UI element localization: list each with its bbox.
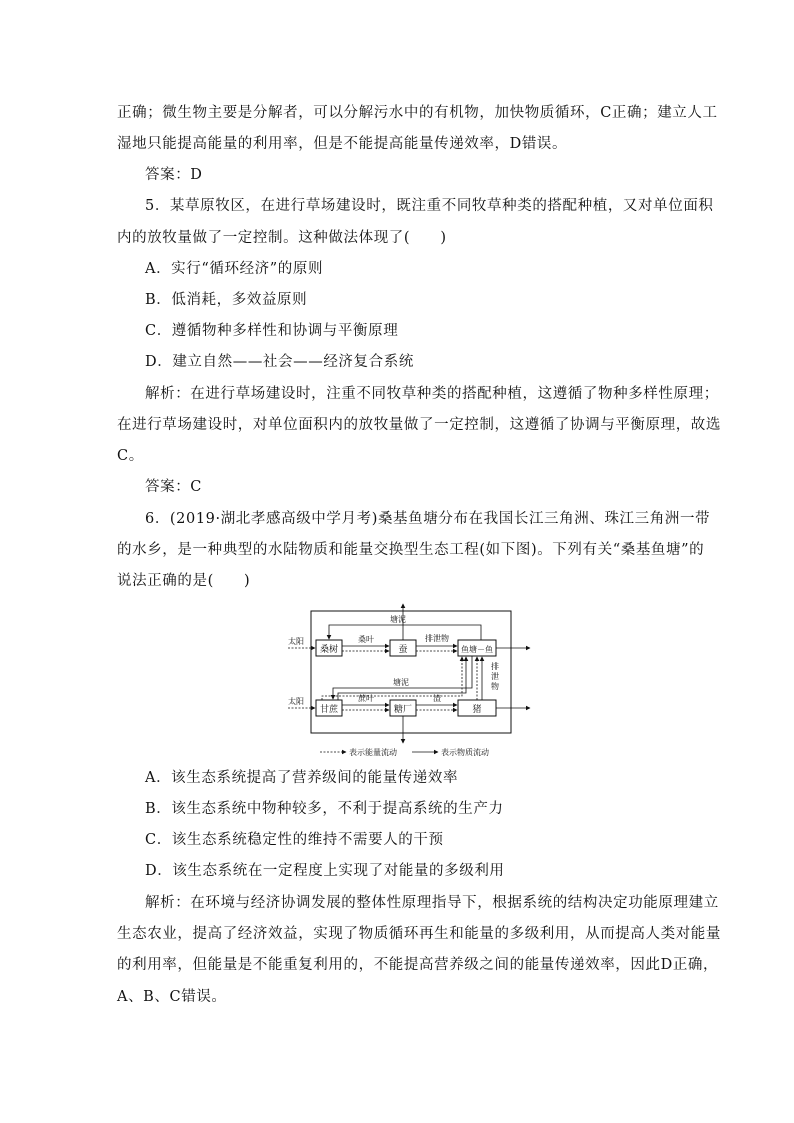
analysis-line: 生态农业，提高了经济效益，实现了物质循环再生和能量的多级利用，从而提高人类对能量 (117, 926, 721, 942)
question-5-stem-cont: 内的放牧量做了一定控制。这种做法体现了( ) (117, 230, 447, 246)
analysis-line: 在进行草场建设时，对单位面积内的放牧量做了一定控制，这遵循了协调与平衡原理，故选 (117, 417, 721, 433)
mulberry-fishpond-diagram (286, 600, 532, 760)
mulberry-label: 桑树 (319, 645, 339, 655)
silkworm-label: 蚕 (398, 645, 408, 655)
legend-energy-label: 表示能量流动 (349, 748, 397, 757)
cane-leaf-label: 蔗叶 (358, 694, 374, 703)
residue-label: 渣 (433, 694, 441, 703)
excreta-vertical-3: 物 (491, 682, 499, 691)
excreta-vertical-1: 排 (491, 662, 499, 671)
option-b: B．该生态系统中物种较多，不利于提高系统的生产力 (145, 801, 504, 817)
option-d: D．建立自然——社会——经济复合系统 (145, 354, 414, 370)
question-5-stem: 5．某草原牧区，在进行草场建设时，既注重不同牧草种类的搭配种植，又对单位面积 (145, 198, 714, 214)
pig-label: 猪 (472, 705, 482, 715)
question-6-stem: 6．(2019·湖北孝感高级中学月考)桑基鱼塘分布在我国长江三角洲、珠江三角洲一带 (145, 511, 711, 527)
question-6-stem-cont: 的水乡，是一种典型的水陆物质和能量交换型生态工程(如下图)。下列有关“桑基鱼塘”的 (117, 542, 705, 558)
answer-line: 答案：D (145, 167, 203, 183)
analysis-line: 的利用率，但能量是不能重复利用的，不能提高营养级之间的能量传递效率，因此D正确， (117, 957, 719, 973)
option-a: A．实行“循环经济”的原则 (145, 261, 324, 277)
analysis-line: C。 (117, 448, 144, 464)
leaf-label: 桑叶 (358, 635, 374, 644)
text-line: 湿地只能提高能量的利用率，但是不能提高能量传递效率，D错误。 (117, 136, 568, 152)
excreta-label: 排泄物 (425, 634, 449, 643)
analysis-line: 解析：在环境与经济协调发展的整体性原理指导下，根据系统的结构决定功能原理建立 (145, 895, 719, 911)
analysis-line: 解析：在进行草场建设时，注重不同牧草种类的搭配种植，这遵循了物种多样性原理； (145, 386, 719, 402)
energy-arrow-caneleaf-fish (322, 657, 462, 700)
option-c: C．该生态系统稳定性的维持不需要人的干预 (145, 832, 444, 848)
option-d: D．该生态系统在一定程度上实现了对能量的多级利用 (145, 863, 505, 879)
option-b: B．低消耗，多效益原则 (145, 292, 308, 308)
mud-label-mid: 塘泥 (393, 678, 409, 687)
option-a: A．该生态系统提高了营养级间的能量传递效率 (145, 770, 459, 786)
ecosystem-flow-diagram (286, 600, 532, 760)
matter-arrow-mud-mulberry (329, 625, 481, 640)
sugarmill-label: 糖厂 (393, 705, 413, 715)
fishpond-label: 鱼塘－鱼 (461, 645, 493, 654)
text-line: 正确；微生物主要是分解者，可以分解污水中的有机物，加快物质循环，C正确；建立人工 (117, 105, 718, 121)
analysis-line: A、B、C错误。 (117, 989, 227, 1005)
excreta-vertical-2: 泄 (491, 672, 499, 681)
answer-line: 答案：C (145, 479, 202, 495)
sugarcane-label: 甘蔗 (319, 705, 339, 715)
sun-label-bottom: 太阳 (288, 697, 304, 706)
question-6-stem-cont: 说法正确的是( ) (117, 573, 251, 589)
option-c: C．遵循物种多样性和协调与平衡原理 (145, 323, 399, 339)
mud-label-top: 塘泥 (390, 615, 406, 624)
legend-matter-label: 表示物质流动 (441, 748, 489, 757)
sun-label-top: 太阳 (288, 637, 304, 646)
